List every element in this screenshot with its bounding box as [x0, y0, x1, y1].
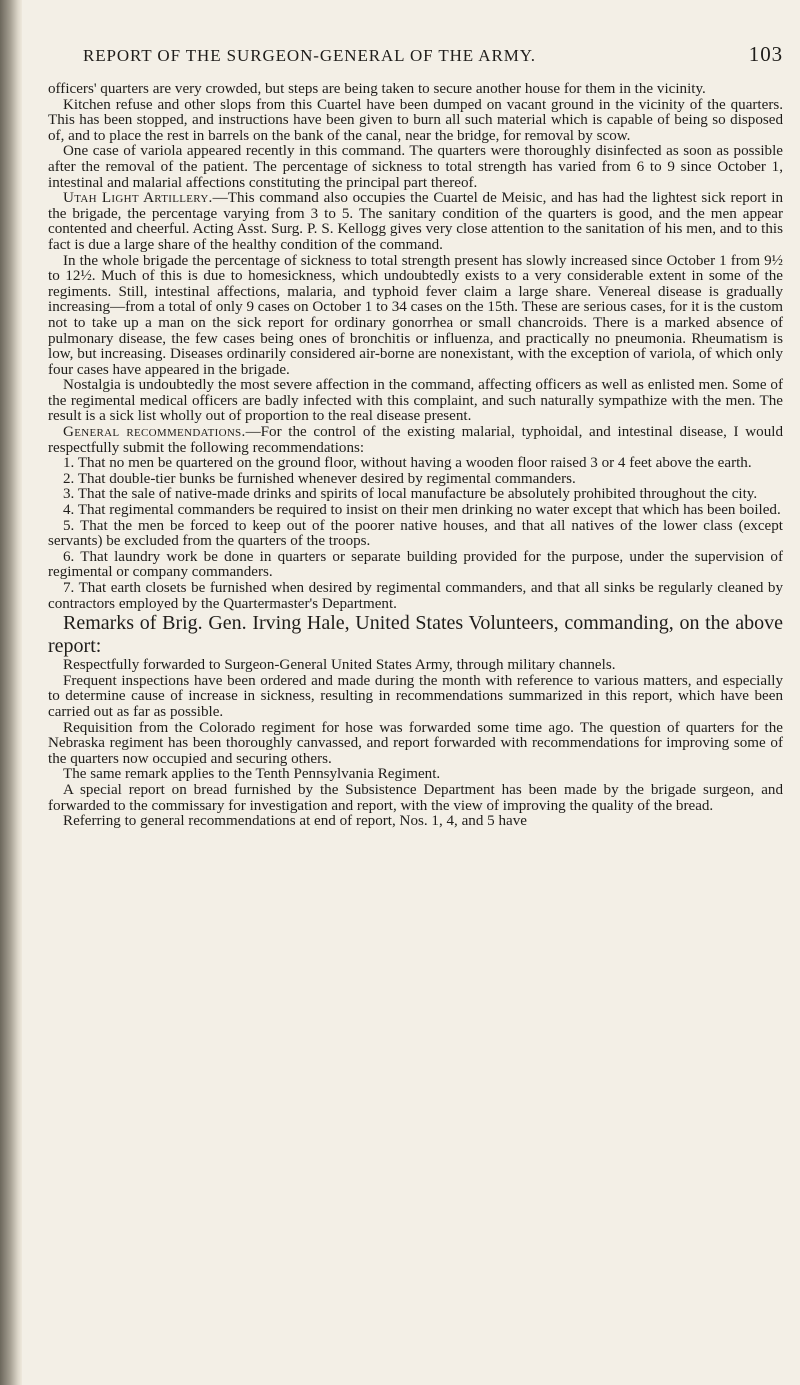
- paragraph: Kitchen refuse and other slops from this Cuartel have been dumped on vacant ground in the vicinity of the quarters. This has been stopped, and instructions have been given to burn all such material which is capable of being so disposed of, and to place the rest in barrels on the bank of the canal, near the bridge, for removal by scow.: [48, 96, 783, 144]
- paragraph: [48, 191, 783, 253]
- paragraph: [48, 425, 783, 456]
- document-page: [48, 42, 783, 830]
- paragraph: Nostalgia is undoubtedly the most severe affection in the command, affecting officers as well as enlisted men. Some of the regimental medical officers are badly infected with this complaint, and such naturally sympathize with the men. The result is a sick list wholly out of proportion to the real disease present.: [48, 377, 783, 425]
- paragraph: Respectfully forwarded to Surgeon-General United States Army, through military channels.: [63, 657, 616, 674]
- paragraph: One case of variola appeared recently in this command. The quarters were thoroughly disinfected as soon as possible after the removal of the patient. The percentage of sickness to total strength has varied from 6 to 9 since October 1, intestinal and malarial affections constituting the principal part thereof.: [48, 143, 783, 191]
- recommendation-item: 4. That regimental commanders be required to insist on their men drinking no water except that which has been boiled.: [63, 502, 781, 519]
- running-header: [48, 42, 783, 76]
- paragraph: Referring to general recommendations at end of report, Nos. 1, 4, and 5 have: [63, 813, 527, 830]
- remarks-heading: Remarks of Brig. Gen. Irving Hale, United States Volunteers, commanding, on the above report:: [48, 612, 783, 658]
- recommendation-item: 6. That laundry work be done in quarters or separate building provided for the purpose, under the supervision of regimental or company commanders.: [48, 548, 783, 581]
- paragraph: Frequent inspections have been ordered and made during the month with reference to various matters, and especially to determine cause of increase in sickness, resulting in recommendations summarized in this report, which have been carried out as far as possible.: [48, 672, 783, 720]
- running-title: REPORT OF THE SURGEON-GENERAL OF THE ARMY.: [83, 46, 536, 65]
- section-lead: Utah Light Artillery.: [63, 190, 213, 207]
- page-number: 103: [748, 42, 783, 66]
- paragraph: A special report on bread furnished by the Subsistence Department has been made by the brigade surgeon, and forwarded to the commissary for investigation and report, with the view of improving the quality of the bread.: [48, 781, 783, 814]
- recommendation-item: 2. That double-tier bunks be furnished whenever desired by regimental commanders.: [63, 470, 576, 487]
- paragraph: Requisition from the Colorado regiment for hose was forwarded some time ago. The question of quarters for the Nebraska regiment has been thoroughly canvassed, and report forwarded with recommendations for improving some of the quarters now occupied and securing others.: [48, 719, 783, 767]
- recommendation-item: 5. That the men be forced to keep out of the poorer native houses, and that all natives of the lower class (except servants) be excluded from the quarters of the troops.: [48, 517, 783, 550]
- paragraph-body: —This command also occupies the Cuartel de Meisic, and has had the lightest sick report in the brigade, the percentage varying from 3 to 5. The sanitary condition of the quarters is good, and the men appear contented and cheerful. Acting Asst. Surg. P. S. Kellogg gives very close attention to the sanitation of his men, and to this fact is due a large share of the healthy condition of the command.: [48, 190, 783, 253]
- paragraph: In the whole brigade the percentage of sickness to total strength present has slowly increased since October 1 from 9½ to 12½. Much of this is due to homesickness, which undoubtedly exists to a very considerable extent in some of the regiments. Still, intestinal affections, malaria, and typhoid fever claim a large share. Venereal disease is gradually increasing—from a total of only 9 cases on October 1 to 34 cases on the 15th. These are serious cases, for it is the custom not to take up a man on the sick report for ordinary gonorrhea or small chancroids. There is a marked absence of pulmonary disease, the few cases being ones of bronchitis or influenza, and practically no pneumonia. Rheumatism is low, but increasing. Diseases ordinarily considered air-borne are nonexistant, with the exception of variola, of which only four cases have appeared in the brigade.: [48, 252, 783, 378]
- recommendation-item: 7. That earth closets be furnished when desired by regimental commanders, and that all sinks be regularly cleaned by contractors employed by the Quartermaster's Department.: [48, 580, 783, 612]
- recommendation-item: 1. That no men be quartered on the ground floor, without having a wooden floor raised 3 or 4 feet above the earth.: [63, 455, 752, 472]
- recommendation-item: 3. That the sale of native-made drinks and spirits of local manufacture be absolutely prohibited throughout the city.: [63, 486, 758, 503]
- body-text: [48, 82, 783, 830]
- paragraph: The same remark applies to the Tenth Pennsylvania Regiment.: [63, 766, 441, 783]
- paragraph: officers' quarters are very crowded, but steps are being taken to secure another house for them in the vicinity.: [48, 81, 706, 97]
- section-lead: General recommendations.: [63, 424, 246, 441]
- book-binding-shadow: [0, 0, 22, 1385]
- paragraph-body: —For the control of the existing malarial, typhoidal, and intestinal disease, I would respectfully submit the following recommendations:: [48, 424, 783, 456]
